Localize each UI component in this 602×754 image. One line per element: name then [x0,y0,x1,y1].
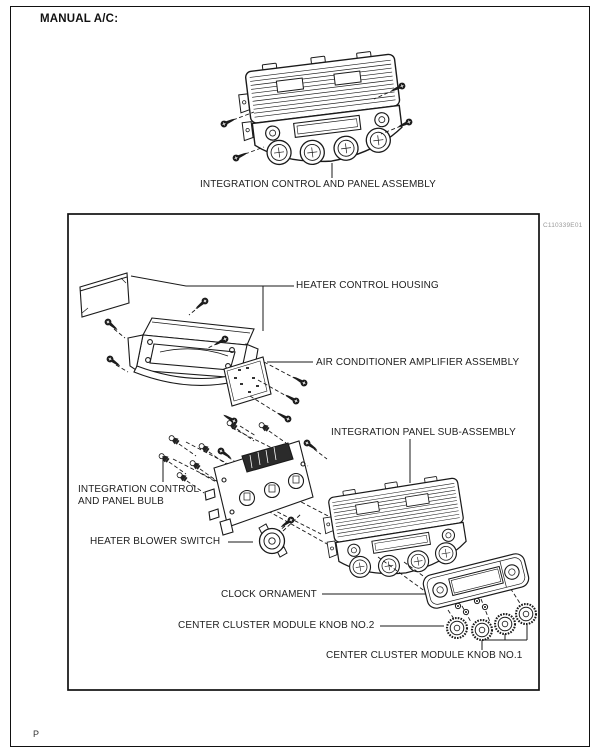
knobs-drawing [447,598,536,640]
label-heater-blower-switch: HEATER BLOWER SWITCH [90,536,221,547]
label-integration-panel-sub-assembly: INTEGRATION PANEL SUB-ASSEMBLY [331,427,516,438]
control-unit-drawing [319,472,523,622]
label-panel-bulb-line1: INTEGRATION CONTROL [78,484,200,495]
label-air-conditioner-amplifier: AIR CONDITIONER AMPLIFIER ASSEMBLY [316,357,520,368]
figure-code: C110339E01 [543,222,583,229]
label-center-cluster-module-knob-no2: CENTER CLUSTER MODULE KNOB NO.2 [178,620,375,631]
page-footer-marker: P [33,729,40,739]
label-panel-bulb-line2: AND PANEL BULB [78,496,164,507]
integration-panel-drawing [205,441,313,535]
label-integration-control-and-panel-assembly: INTEGRATION CONTROL AND PANEL ASSEMBLY [200,179,436,190]
page-title: MANUAL A/C: [40,13,119,25]
top-assembly-drawing [219,48,413,178]
label-integration-control-and-panel-bulb [78,484,199,508]
label-clock-ornament: CLOCK ORNAMENT [221,589,317,600]
housing-cover-plate-drawing [80,273,129,317]
label-center-cluster-module-knob-no1: CENTER CLUSTER MODULE KNOB NO.1 [326,650,523,661]
label-heater-control-housing: HEATER CONTROL HOUSING [296,280,439,291]
heater-blower-switch-drawing [259,514,301,557]
